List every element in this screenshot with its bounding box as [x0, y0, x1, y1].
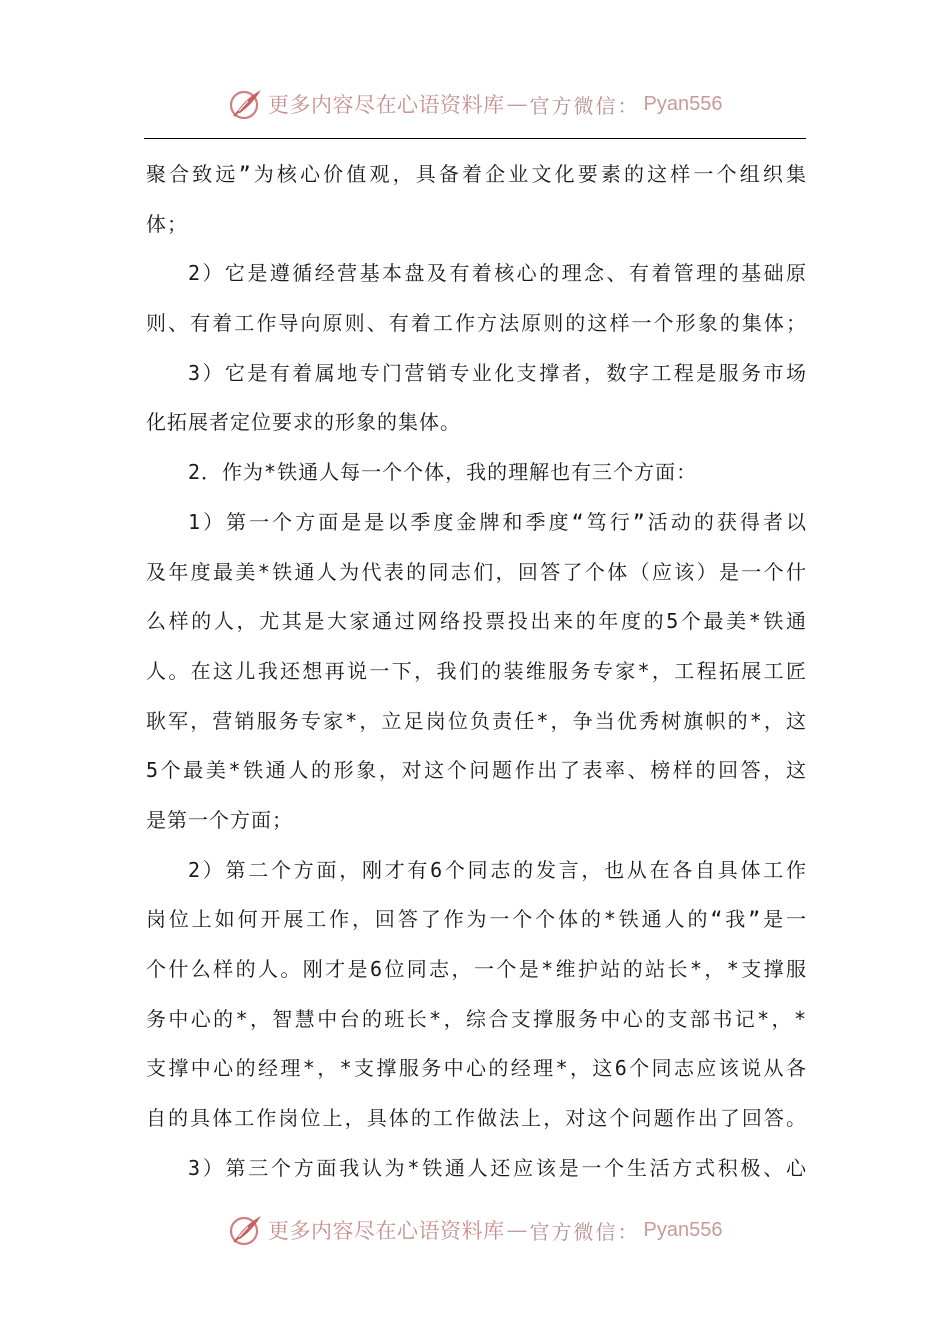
- banner-title: 更多内容尽在心语资料库: [268, 1219, 505, 1243]
- text-line: 及年度最美*铁通人为代表的同志们，回答了个体（应该）是一个什: [146, 559, 806, 584]
- text-line: 2．作为*铁通人每一个个体，我的理解也有三个方面：: [188, 460, 698, 485]
- banner-wechat-label: 官方微信：: [529, 1219, 640, 1244]
- header-divider: [144, 138, 806, 139]
- text-line: 2）它是遵循经营基本盘及有着核心的理念、有着管理的基础原: [188, 261, 806, 286]
- text-line: 人。在这儿我还想再说一下，我们的装维服务专家*，工程拓展工匠: [146, 658, 806, 683]
- banner-wechat-id: Pyan556: [643, 1218, 723, 1241]
- text-line: 个什么样的人。刚才是6位同志，一个是*维护站的站长*，*支撑服: [146, 957, 806, 981]
- banner-separator: —: [506, 92, 528, 116]
- text-line: 3）它是有着属地专门营销专业化支撑者，数字工程是服务市场: [188, 360, 806, 385]
- text-line: 则、有着工作导向原则、有着工作方法原则的这样一个形象的集体；: [146, 311, 806, 336]
- text-line: 自的具体工作岗位上，具体的工作做法上，对这个问题作出了回答。: [146, 1106, 806, 1131]
- text-line: 2）第二个方面，刚才有6个同志的发言，也从在各自具体工作: [188, 857, 806, 882]
- text-line: 耿军，营销服务专家*，立足岗位负责任*，争当优秀树旗帜的*，这: [146, 708, 806, 733]
- footer-banner: [0, 1208, 950, 1252]
- text-line: 岗位上如何开展工作，回答了作为一个个体的*铁通人的“我”是一: [146, 907, 806, 932]
- banner-title: 更多内容尽在心语资料库: [268, 93, 505, 117]
- quill-logo-icon: [228, 86, 264, 122]
- text-line: 化拓展者定位要求的形象的集体。: [146, 410, 461, 435]
- text-line: 3）第三个方面我认为*铁通人还应该是一个生活方式积极、心: [188, 1155, 806, 1180]
- quill-logo-icon: [228, 1212, 264, 1248]
- banner-wechat-id: Pyan556: [643, 92, 723, 115]
- text-line: 支撑中心的经理*，*支撑服务中心的经理*，这6个同志应该说从各: [146, 1056, 806, 1081]
- text-line: 么样的人，尤其是大家通过网络投票投出来的年度的5个最美*铁通: [146, 609, 806, 634]
- text-line: 体；: [146, 211, 188, 236]
- banner-wechat-label: 官方微信：: [529, 93, 640, 118]
- text-line: 聚合致远”为核心价值观，具备着企业文化要素的这样一个组织集: [146, 162, 806, 186]
- banner-separator: —: [506, 1218, 528, 1242]
- text-line: 5个最美*铁通人的形象，对这个问题作出了表率、榜样的回答，这: [146, 758, 806, 783]
- text-line: 务中心的*，智慧中台的班长*，综合支撑服务中心的支部书记*，*: [146, 1006, 806, 1031]
- banner-content: [228, 1208, 722, 1252]
- text-line: 1）第一个方面是是以季度金牌和季度“笃行”活动的获得者以: [188, 509, 806, 534]
- header-banner: [0, 82, 950, 126]
- banner-content: [228, 82, 722, 126]
- document-body: [146, 150, 806, 1193]
- text-line: 是第一个方面；: [146, 807, 293, 832]
